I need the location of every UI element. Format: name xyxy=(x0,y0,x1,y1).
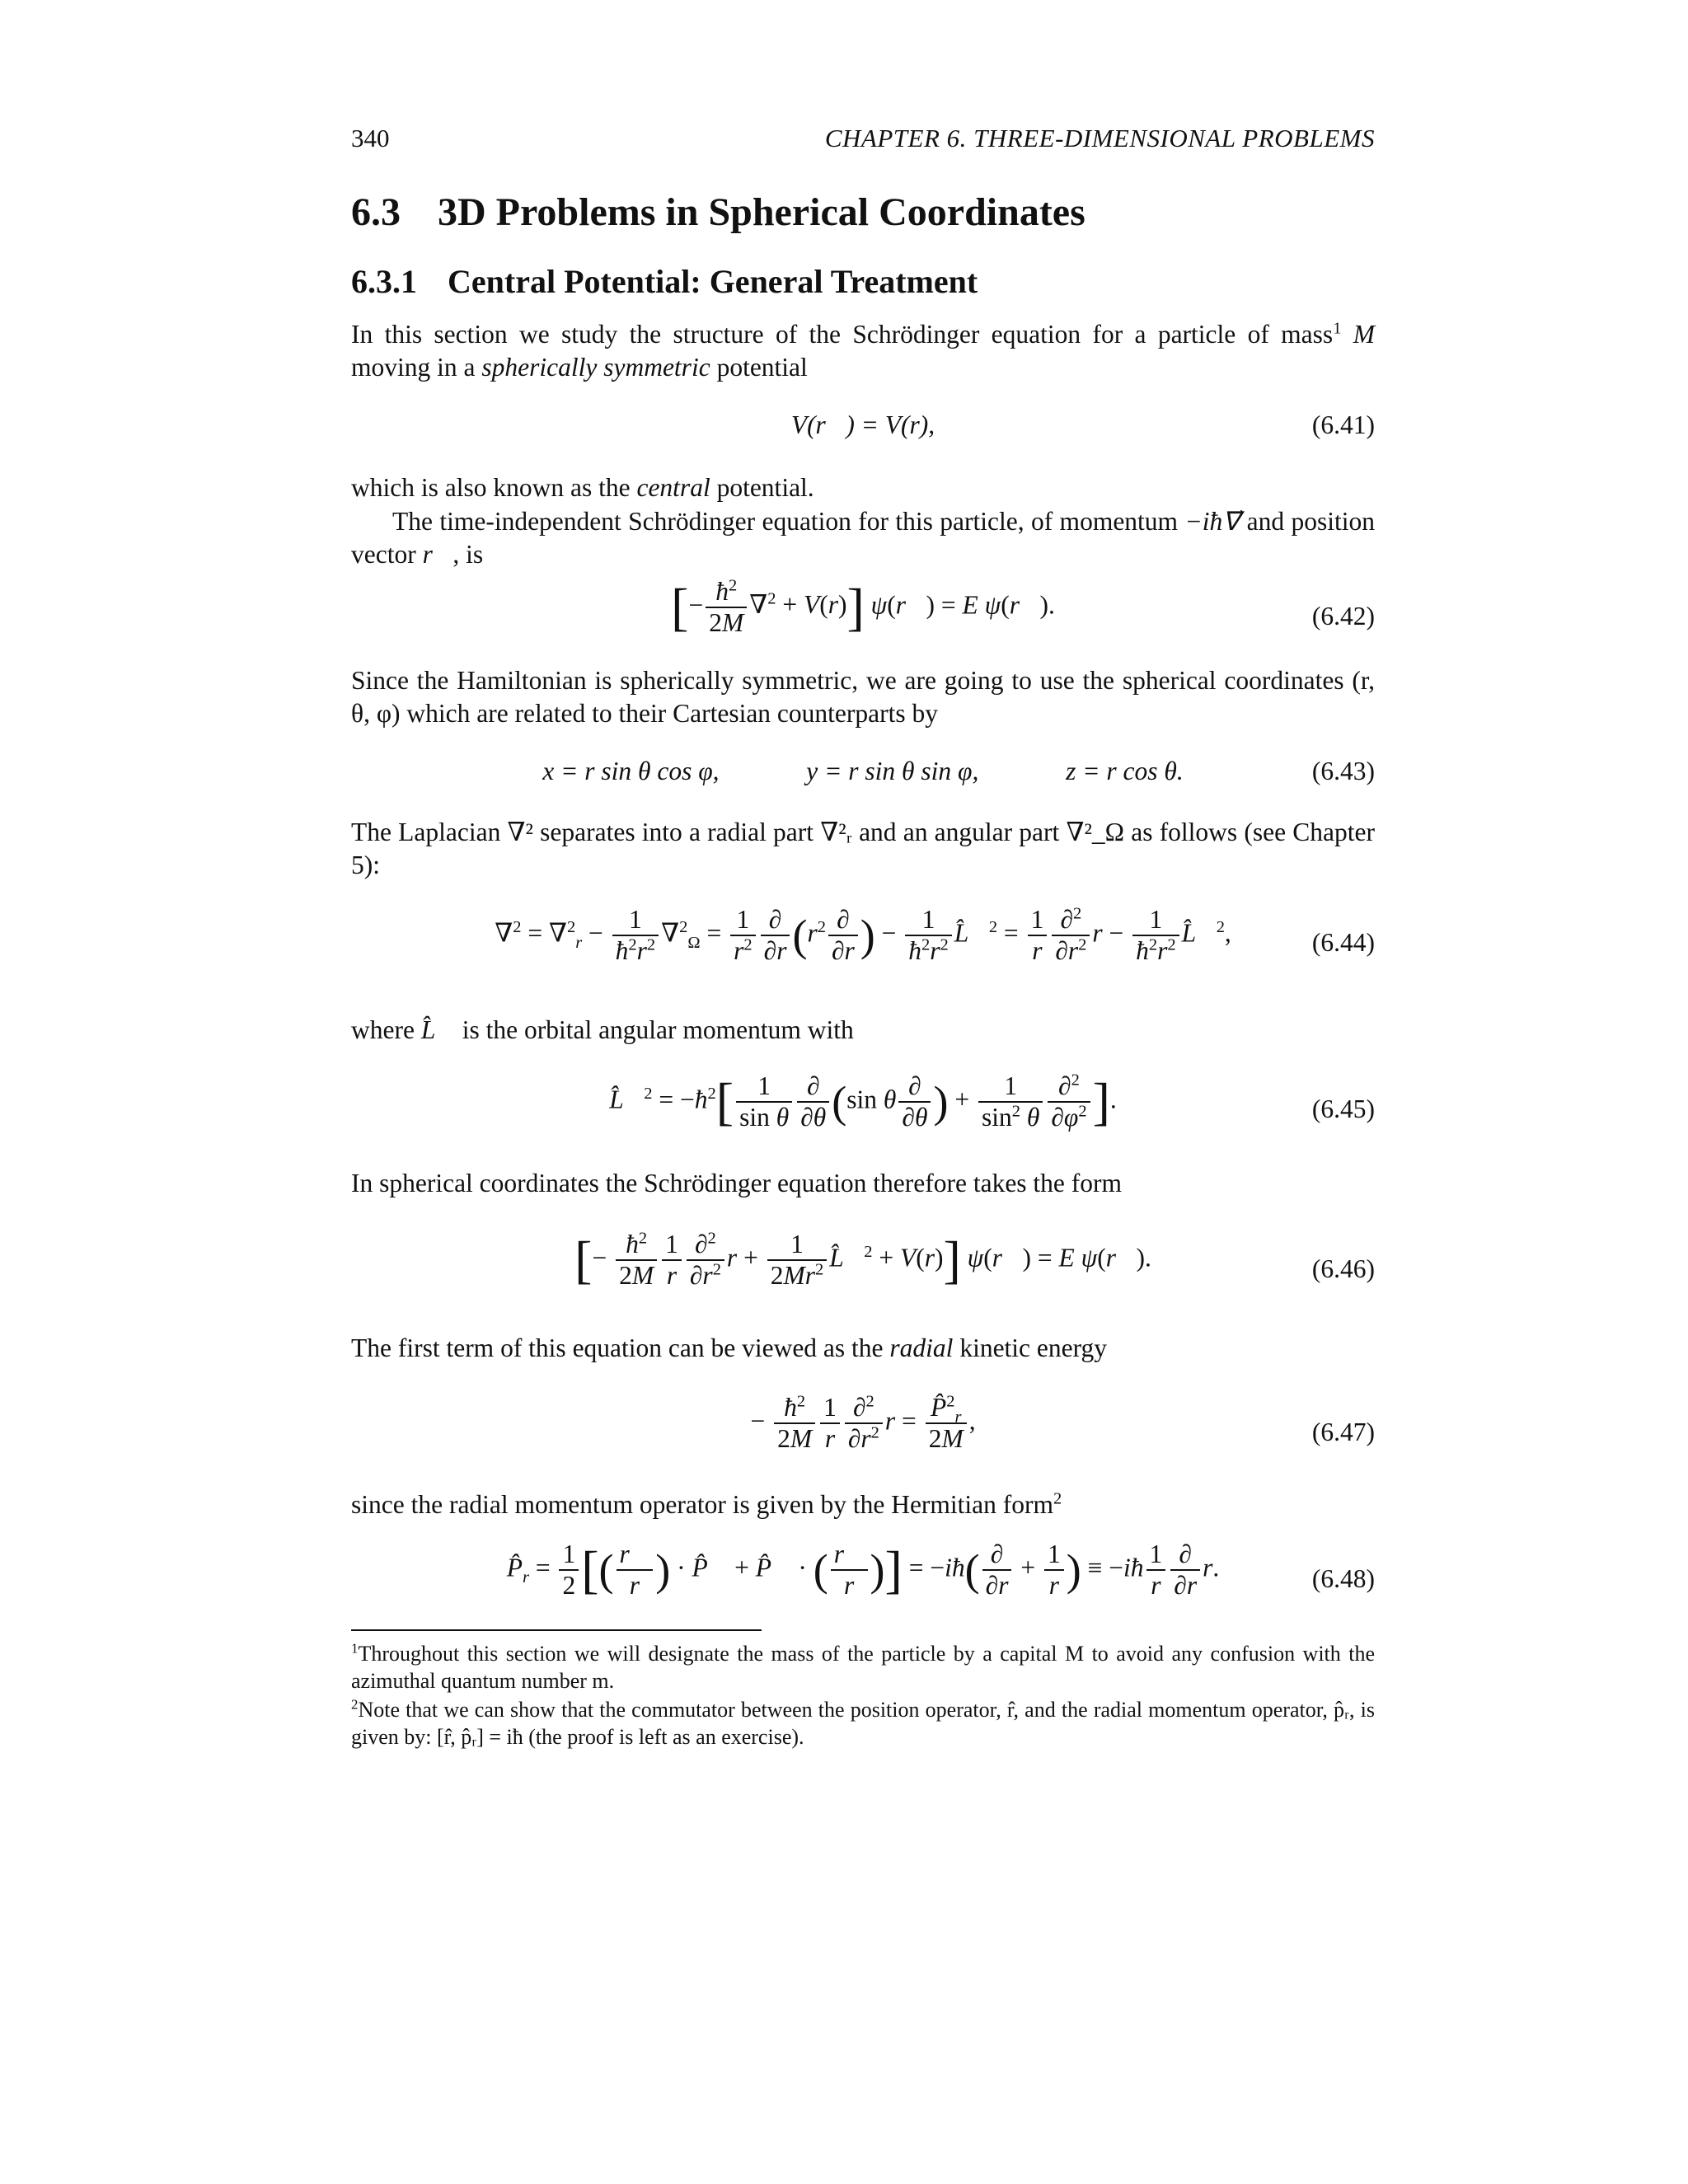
equation-6-44: ∇$^2$ = ∇$^2_r$ − $\frac{1}{ħ^2r^2}$ ∇$^2_\Omega$ = $\frac{1}{r^2}$ $\frac{\partial}{\partial r}$ ($r^2$ $\frac{\partial}{\partial r}$ ) − $\frac{1}{ħ^2r^2}$ L̂⃗$^2$ = $\frac{1}{r}$ $\frac{\partial^2}{\partial r^2}$ r − $\frac{1}{ħ^2r^2}$ L̂⃗$^2$, (6.44) xyxy=(495,904,1375,966)
subsection-number: 6.3.1 xyxy=(351,263,417,300)
text: is the orbital angular momentum with xyxy=(462,1015,854,1044)
equation-6-41 xyxy=(351,410,1375,443)
emphasis: central xyxy=(636,473,710,502)
section-title: 3D Problems in Spherical Coordinates xyxy=(438,190,1085,234)
paragraph-form: In spherical coordinates the Schrödinger equation therefore takes the form xyxy=(351,1169,1123,1197)
section-number: 6.3 xyxy=(351,190,401,234)
text: , is xyxy=(452,540,484,569)
equation-number: (6.48) xyxy=(1311,1564,1375,1593)
equation-number: (6.41) xyxy=(1311,410,1375,439)
footnote-text: Note that we can show that the commutator between the position operator, r̂, and the radial momentum operator, p̂ᵣ, is given by: [r̂, p̂ᵣ] = iħ (the proof is left as an exercise). xyxy=(351,1698,1375,1749)
text: kinetic energy xyxy=(959,1333,1108,1362)
equation-number: (6.46) xyxy=(1311,1254,1375,1283)
text: moving in a xyxy=(351,353,476,382)
mass-symbol: M xyxy=(1353,320,1376,349)
eq-y: y = r sin θ sin φ, xyxy=(806,757,979,785)
section-heading xyxy=(351,190,1085,235)
subsection-heading xyxy=(351,262,978,301)
footnote-marker-1: 1 xyxy=(1333,319,1342,338)
emphasis: radial xyxy=(889,1333,954,1362)
eq-z: z = r cos θ. xyxy=(1066,757,1184,785)
text: which is also known as the xyxy=(351,473,631,502)
paragraph-kinetic xyxy=(351,1332,1375,1365)
equation-number: (6.44) xyxy=(1311,928,1375,957)
paragraph-tise xyxy=(351,505,1375,571)
text: where xyxy=(351,1015,415,1044)
footnote-marker-2: 2 xyxy=(1053,1489,1062,1508)
equation-6-42: [− $\frac{ħ^2}{2M}$ ∇$^2$ + V(r)] ψ(r⃗) = E ψ(r⃗). (6.42) xyxy=(671,576,1375,638)
subsection-title: Central Potential: General Treatment xyxy=(448,263,978,300)
position-vector: r⃗ xyxy=(422,540,453,569)
text: potential. xyxy=(716,473,814,502)
equation-6-47: − $\frac{ħ^2}{2M}$ $\frac{1}{r}$ $\frac{\partial^2}{\partial r^2}$ r = $\frac{P̂^2_r}{2M}$ , (6.47) xyxy=(750,1392,1375,1454)
equation-6-46: [− $\frac{ħ^2}{2M}$ $\frac{1}{r}$ $\frac{\partial^2}{\partial r^2}$ r + $\frac{1}{2Mr^2}$ L̂⃗$^2$ + V(r)] ψ(r⃗) = E ψ(r⃗). (6.46) xyxy=(574,1229,1375,1291)
equation-number: (6.47) xyxy=(1311,1418,1375,1446)
paragraph-laplacian: The Laplacian ∇² separates into a radial part ∇²ᵣ and an angular part ∇²_Ω as follows (see Chapter 5): xyxy=(351,818,1375,879)
footnote-mark: 1 xyxy=(351,1640,359,1657)
footnote-2 xyxy=(351,1696,1375,1750)
equation-number: (6.42) xyxy=(1311,602,1375,630)
text: The first term of this equation can be viewed as the xyxy=(351,1333,884,1362)
paragraph-central xyxy=(351,471,1375,504)
paragraph-spherical: Since the Hamiltonian is spherically symmetric, we are going to use the spherical coordinates (r, θ, φ) which are related to their Cartesian counterparts by xyxy=(351,666,1375,728)
footnote-rule xyxy=(351,1629,762,1631)
text: In this section we study the structure of the Schrödinger equation for a particle of mass xyxy=(351,320,1334,349)
equation-6-43 xyxy=(351,757,1375,790)
equation-6-48: $P̂_r$ = $\frac{1}{2}$ [( $\frac{r⃗}{r}$ ) · P̂⃗ + P̂⃗ · ( $\frac{r⃗}{r}$ )] = −iħ( $\frac{\partial}{\partial r}$ + $\frac{1}{r}$ ) ≡ −iħ $\frac{1}{r}$ $\frac{\partial}{\partial r}$ r. (6.48) xyxy=(506,1540,1375,1601)
equation-6-45: L̂⃗$^2$ = $-ħ^2$[ $\frac{1}{\text{sin θ}}$ $\frac{\partial}{\partial\theta}$ (sin θ $\frac{\partial}{\partial\theta}$ ) + $\frac{1}{\sin^2 \theta}$ $\frac{\partial^2}{\partial\varphi^2}$ ]. (6.45) xyxy=(609,1071,1375,1132)
paragraph-angular xyxy=(351,1014,1375,1047)
equation-body: V(r⃗) = V(r), xyxy=(790,410,935,439)
page-number: 340 xyxy=(351,124,390,152)
eq-x: x = r sin θ cos φ, xyxy=(542,757,720,785)
emphasis: spherically symmetric xyxy=(481,353,710,382)
text: The time-independent Schrödinger equation for this particle, of momentum xyxy=(392,507,1179,536)
equation-number: (6.45) xyxy=(1311,1094,1375,1123)
running-title: CHAPTER 6. THREE-DIMENSIONAL PROBLEMS xyxy=(824,124,1375,152)
paragraph-hermitian xyxy=(351,1488,1375,1521)
footnote-mark: 2 xyxy=(351,1696,359,1713)
paragraph-intro xyxy=(351,318,1375,384)
text: since the radial momentum operator is given by the Hermitian form xyxy=(351,1490,1054,1519)
momentum-operator: −iħ∇⃗ xyxy=(1184,507,1240,536)
angular-momentum-symbol: L̂⃗ xyxy=(420,1015,456,1044)
text: and position vector xyxy=(351,507,1376,569)
footnote-1 xyxy=(351,1640,1375,1694)
equation-number: (6.43) xyxy=(1311,757,1375,785)
footnote-text: Throughout this section we will designate the mass of the particle by a capital M to avoid any confusion with the azimuthal quantum number m. xyxy=(351,1642,1375,1693)
text: potential xyxy=(716,353,808,382)
